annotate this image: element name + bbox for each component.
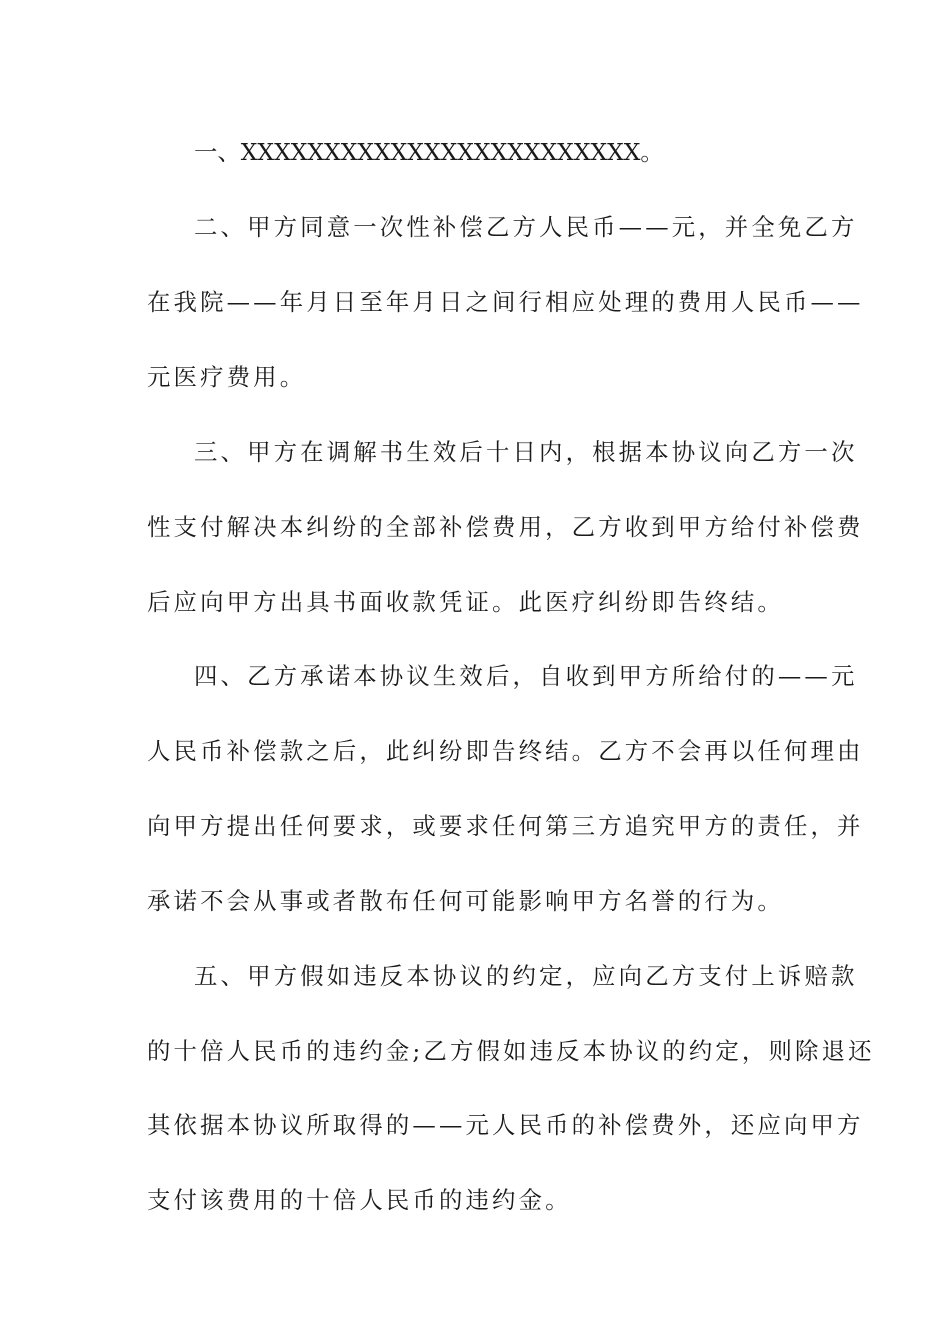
clause-3-line-2: 性支付解决本纠纷的全部补偿费用，乙方收到甲方给付补偿费 — [147, 513, 864, 541]
clause-1-line-1: 一、XXXXXXXXXXXXXXXXXXXXXXXX。 — [194, 138, 664, 166]
clause-3-line-1: 三、甲方在调解书生效后十日内，根据本协议向乙方一次 — [194, 438, 858, 466]
clause-4-line-1: 四、乙方承诺本协议生效后，自收到甲方所给付的——元 — [194, 662, 858, 690]
clause-5-line-3: 其依据本协议所取得的——元人民币的补偿费外，还应向甲方 — [147, 1111, 864, 1139]
clause-4-line-3: 向甲方提出任何要求，或要求任何第三方追究甲方的责任，并 — [147, 812, 864, 840]
clause-5-line-4: 支付该费用的十倍人民币的违约金。 — [147, 1186, 572, 1214]
clause-2-line-3: 元医疗费用。 — [147, 363, 307, 391]
clause-4-line-4: 承诺不会从事或者散布任何可能影响甲方名誉的行为。 — [147, 887, 784, 915]
clause-5-line-1: 五、甲方假如违反本协议的约定，应向乙方支付上诉赔款 — [194, 962, 858, 990]
clause-4-line-2: 人民币补偿款之后，此纠纷即告终结。乙方不会再以任何理由 — [147, 737, 864, 765]
clause-5-line-2: 的十倍人民币的违约金;乙方假如违反本协议的约定，则除退还 — [147, 1037, 875, 1065]
clause-3-line-3: 后应向甲方出具书面收款凭证。此医疗纠纷即告终结。 — [147, 588, 784, 616]
clause-2-line-2: 在我院——年月日至年月日之间行相应处理的费用人民币—— — [147, 288, 864, 316]
clause-2-line-1: 二、甲方同意一次性补偿乙方人民币——元，并全免乙方 — [194, 213, 858, 241]
